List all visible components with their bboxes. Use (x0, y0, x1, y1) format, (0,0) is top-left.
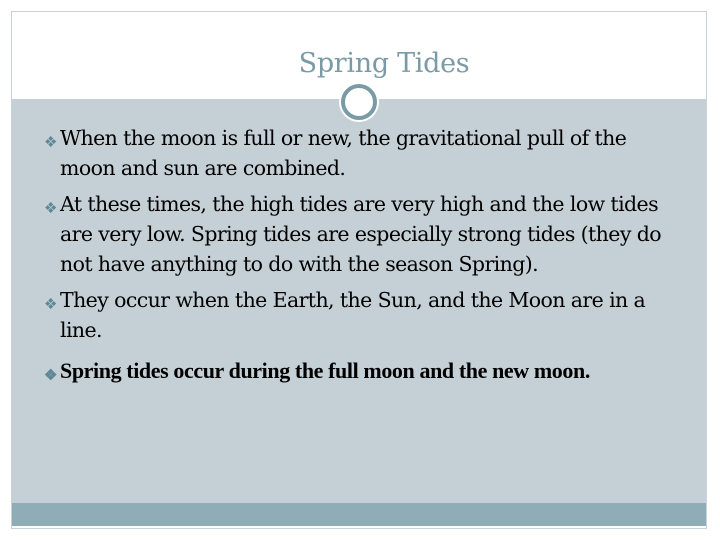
bullet-item (44, 355, 684, 387)
bullet-text: When the moon is full or new, the gravitational pull of the moon and sun are combined. (60, 126, 627, 180)
slide-title: Spring Tides (298, 48, 470, 79)
bullet-item (44, 189, 684, 279)
footer-bar (12, 503, 706, 526)
bullet-text: At these times, the high tides are very high and the low tides are very low. Spring tides are especially strong tides (they do not have anything to do with the season Spring). (60, 192, 661, 276)
ornate-bullet-icon: ❖ (44, 133, 57, 151)
bullet-item (44, 123, 684, 183)
ornate-bullet-icon: ❖ (44, 199, 57, 217)
bullet-item (44, 285, 684, 345)
bullet-text: They occur when the Earth, the Sun, and the Moon are in a line. (60, 288, 646, 342)
ornate-bullet-icon: ❖ (44, 295, 57, 313)
bullet-text: Spring tides occur during the full moon and the new moon. (60, 358, 590, 383)
bullet-list (44, 123, 684, 387)
circle-ornament-icon (337, 80, 381, 124)
ornate-bullet-icon: ❖ (44, 368, 58, 384)
